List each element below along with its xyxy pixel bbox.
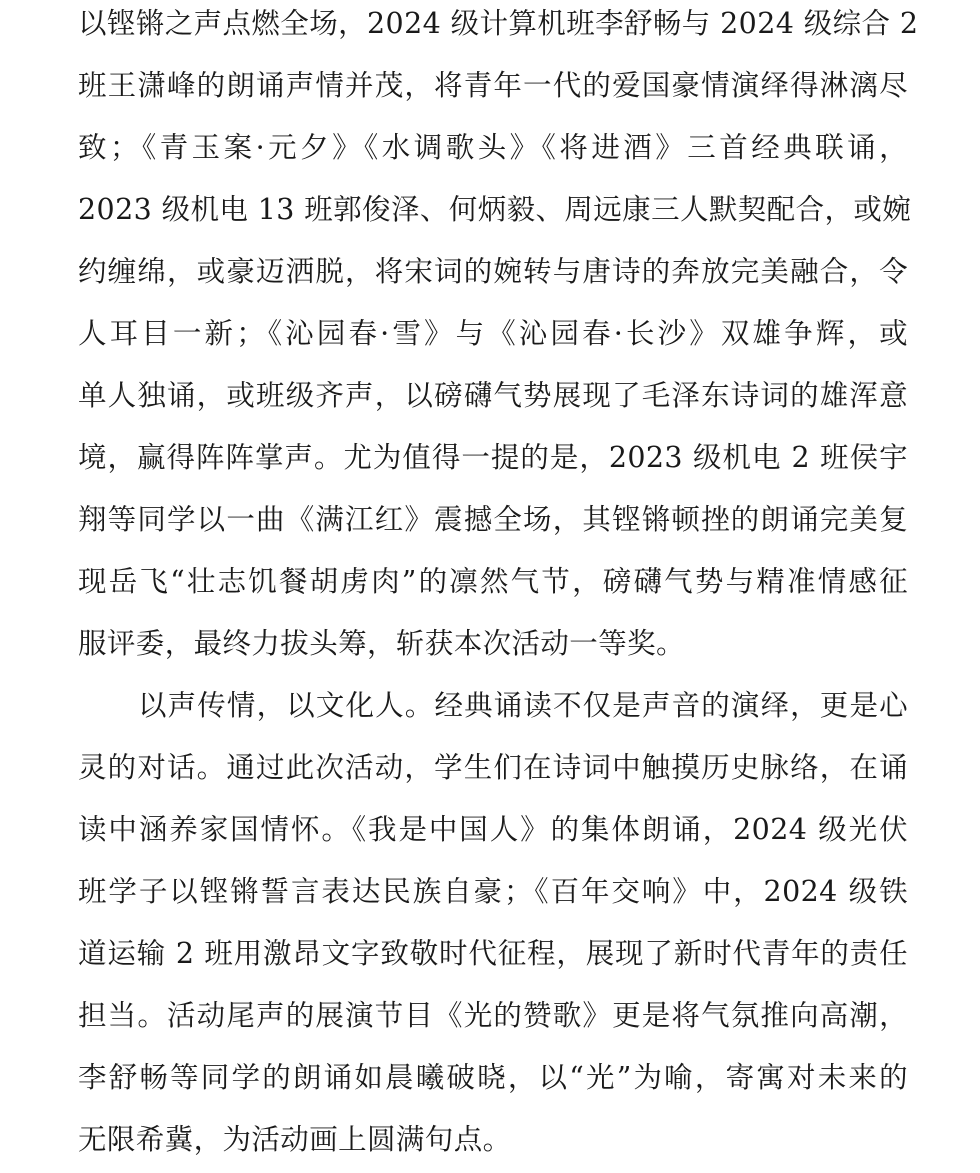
text-line: 翔等同学以一曲《满江红》震撼全场，其铿锵顿挫的朗诵完美复 [78,503,908,536]
text-line: 人耳目一新；《沁园春·雪》与《沁园春·长沙》双雄争辉，或 [78,317,908,350]
text-line: 以声传情，以文化人。经典诵读不仅是声音的演绎，更是心 [138,689,908,722]
text-line: 无限希冀，为活动画上圆满句点。 [78,1123,512,1156]
text-line: 读中涵养家国情怀。《我是中国人》的集体朗诵，2024 级光伏 [78,813,908,846]
text-line: 单人独诵，或班级齐声，以磅礴气势展现了毛泽东诗词的雄浑意 [78,379,908,412]
text-line: 约缠绵，或豪迈洒脱，将宋词的婉转与唐诗的奔放完美融合，令 [78,255,908,288]
text-line: 道运输 2 班用激昂文字致敬时代征程，展现了新时代青年的责任 [78,937,908,970]
text-line: 服评委，最终力拔头筹，斩获本次活动一等奖。 [78,627,685,660]
text-line: 李舒畅等同学的朗诵如晨曦破晓，以“光”为喻，寄寓对未来的 [78,1061,908,1094]
text-line: 2023 级机电 13 班郭俊泽、何炳毅、周远康三人默契配合，或婉 [78,193,912,226]
text-line: 班王潇峰的朗诵声情并茂，将青年一代的爱国豪情演绎得淋漓尽 [78,69,908,102]
text-line: 班学子以铿锵誓言表达民族自豪；《百年交响》中，2024 级铁 [78,875,908,908]
text-line: 致；《青玉案·元夕》《水调歌头》《将进酒》三首经典联诵， [78,131,908,164]
text-line: 境，赢得阵阵掌声。尤为值得一提的是，2023 级机电 2 班侯宇 [78,441,908,474]
text-line: 现岳飞“壮志饥餐胡虏肉”的凛然气节，磅礴气势与精准情感征 [78,565,908,598]
text-line: 担当。活动尾声的展演节目《光的赞歌》更是将气氛推向高潮， [78,999,908,1032]
text-line: 灵的对话。通过此次活动，学生们在诗词中触摸历史脉络，在诵 [78,751,908,784]
text-line: 以铿锵之声点燃全场，2024 级计算机班李舒畅与 2024 级综合 2 [78,7,919,40]
